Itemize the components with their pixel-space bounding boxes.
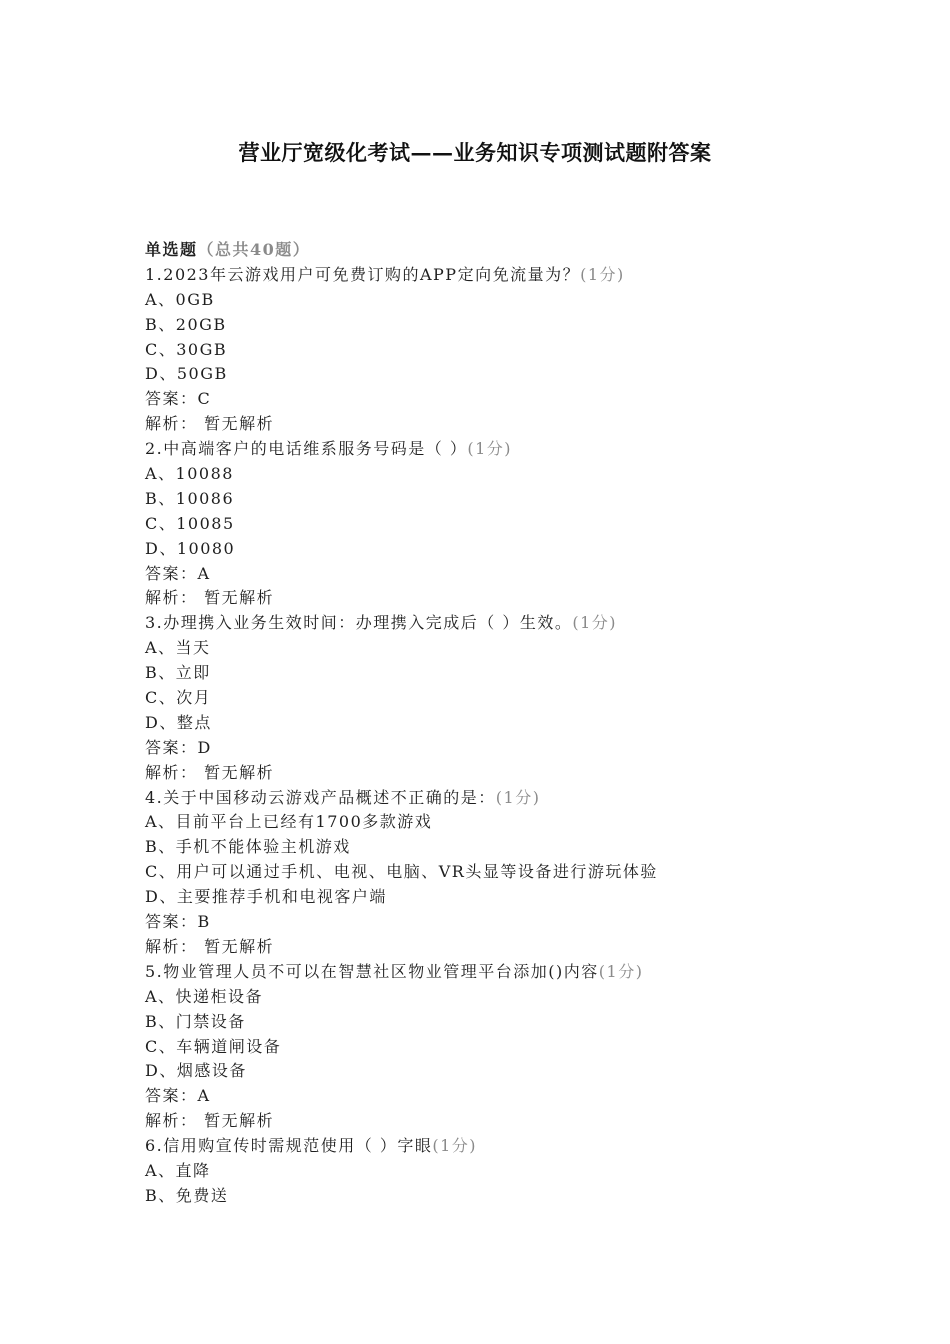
question-text: 1.2023年云游戏用户可免费订购的APP定向免流量为？ <box>145 264 581 284</box>
question-points: (1分) <box>495 787 541 807</box>
option-a: A、10088 <box>145 464 234 484</box>
option-a: A、快递柜设备 <box>145 986 264 1006</box>
option-d: D、主要推荐手机和电视客户端 <box>145 887 387 907</box>
question-stem <box>145 786 845 811</box>
option-c: C、车辆道闸设备 <box>145 1036 282 1056</box>
option-d: D、整点 <box>145 712 212 732</box>
question-6 <box>145 1134 845 1209</box>
question-4 <box>145 786 845 960</box>
option-b: B、门禁设备 <box>145 1011 246 1031</box>
option-a: A、当天 <box>145 638 211 658</box>
question-text: 2.中高端客户的电话维系服务号码是（ ） <box>145 439 468 459</box>
analysis-line: 解析： 暂无解析 <box>145 1111 275 1131</box>
section-label: 单选题 <box>145 240 198 259</box>
question-5 <box>145 960 845 1134</box>
option-a: A、直降 <box>145 1160 211 1180</box>
option-b: B、免费送 <box>145 1185 229 1205</box>
section-count: （总共40题） <box>197 240 311 259</box>
question-points: (1分) <box>432 1136 478 1156</box>
answer-line: 答案：D <box>145 737 212 757</box>
question-text: 4.关于中国移动云游戏产品概述不正确的是： <box>145 787 496 807</box>
option-d: D、50GB <box>145 364 228 384</box>
answer-line: 答案：A <box>145 1086 211 1106</box>
question-points: (1分) <box>467 439 513 459</box>
analysis-line: 解析： 暂无解析 <box>145 588 275 608</box>
option-a: A、0GB <box>145 289 215 309</box>
question-list <box>145 238 845 1209</box>
question-stem <box>145 437 845 462</box>
option-c: C、10085 <box>145 513 235 533</box>
option-c: C、30GB <box>145 339 228 359</box>
question-stem <box>145 960 845 985</box>
option-b: B、20GB <box>145 314 227 334</box>
question-1 <box>145 263 845 437</box>
option-d: D、10080 <box>145 538 236 558</box>
analysis-line: 解析： 暂无解析 <box>145 414 275 434</box>
question-text: 5.物业管理人员不可以在智慧社区物业管理平台添加()内容 <box>145 961 599 981</box>
question-3 <box>145 611 845 785</box>
option-d: D、烟感设备 <box>145 1061 247 1081</box>
option-b: B、10086 <box>145 488 235 508</box>
answer-line: 答案：A <box>145 563 211 583</box>
question-stem <box>145 611 845 636</box>
option-b: B、手机不能体验主机游戏 <box>145 837 351 857</box>
question-2 <box>145 437 845 611</box>
question-points: (1分) <box>572 613 618 633</box>
option-a: A、目前平台上已经有1700多款游戏 <box>145 812 433 832</box>
section-heading <box>145 238 845 263</box>
option-b: B、立即 <box>145 663 211 683</box>
question-stem <box>145 1134 845 1159</box>
question-text: 6.信用购宣传时需规范使用（ ）字眼 <box>145 1136 433 1156</box>
question-points: (1分) <box>580 264 625 284</box>
answer-line: 答案：B <box>145 912 211 932</box>
option-c: C、次月 <box>145 688 212 708</box>
option-c: C、用户可以通过手机、电视、电脑、VR头显等设备进行游玩体验 <box>145 862 658 882</box>
question-points: (1分) <box>598 961 644 981</box>
question-text: 3.办理携入业务生效时间：办理携入完成后（ ）生效。 <box>145 613 573 633</box>
analysis-line: 解析： 暂无解析 <box>145 762 275 782</box>
answer-line: 答案：C <box>145 389 212 409</box>
document-title: 营业厅宽级化考试——业务知识专项测试题附答案 <box>238 140 712 165</box>
analysis-line: 解析： 暂无解析 <box>145 936 275 956</box>
question-stem <box>145 263 845 288</box>
